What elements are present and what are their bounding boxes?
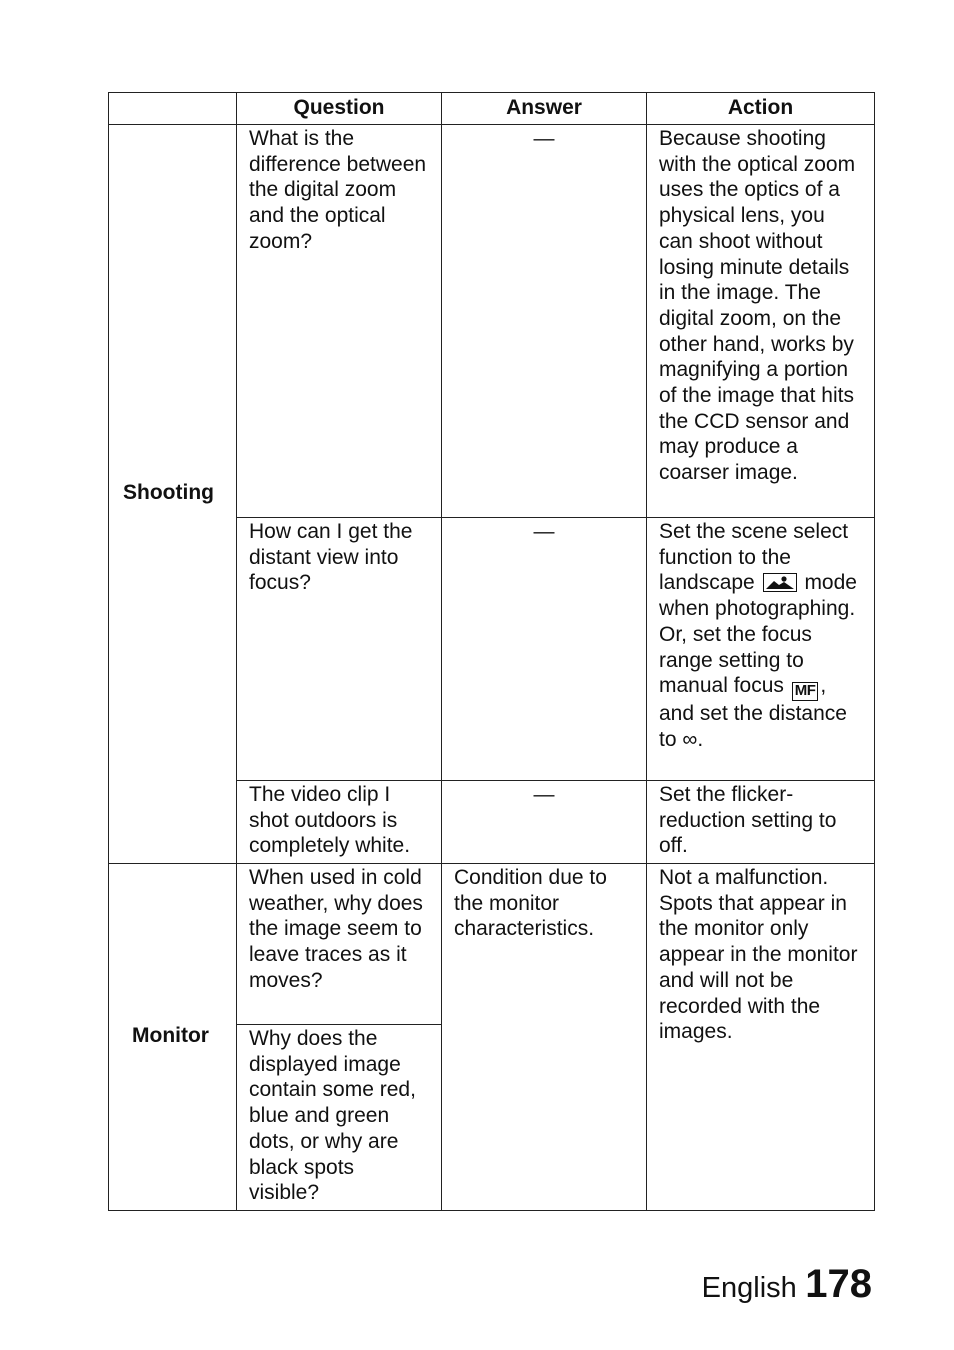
table-row <box>109 125 875 518</box>
action-text-part4: , and set the distance to ∞. <box>659 674 847 751</box>
landscape-mode-icon <box>763 573 797 592</box>
question-cell: When used in cold weather, why does the image seem to leave traces as it moves? <box>237 864 442 1025</box>
category-monitor: Monitor <box>109 864 237 1211</box>
answer-cell: — <box>442 781 647 864</box>
action-cell: Because shooting with the optical zoom uses the optics of a physical lens, you can shoot without losing minute details in the image. The digital zoom, on the other hand, works by magnifying a portion of the image that hits the CCD sensor and may produce a coarser image. <box>647 125 875 518</box>
header-question: Question <box>237 93 442 125</box>
question-cell: The video clip I shot outdoors is completely white. <box>237 781 442 864</box>
question-cell: Why does the displayed image contain some red, blue and green dots, or why are black spots visible? <box>237 1025 442 1211</box>
page-footer <box>702 1262 872 1307</box>
answer-cell: Condition due to the monitor characteristics. <box>442 864 647 1211</box>
action-cell <box>647 518 875 781</box>
action-cell: Set the flicker-reduction setting to off. <box>647 781 875 864</box>
page-number: 178 <box>805 1262 872 1306</box>
action-text-part1: Set the scene select function to the landscape <box>659 520 849 595</box>
question-cell: What is the difference between the digital zoom and the optical zoom? <box>237 125 442 518</box>
table-header-row <box>109 93 875 125</box>
table-row <box>109 864 875 1025</box>
header-answer: Answer <box>442 93 647 125</box>
manual-focus-icon: MF <box>792 682 819 701</box>
header-action: Action <box>647 93 875 125</box>
question-cell: How can I get the distant view into focus? <box>237 518 442 781</box>
action-text-part3: Or, set the focus range setting to manual focus <box>659 622 812 698</box>
action-text-part2: mode when photographing. <box>659 571 857 621</box>
footer-language: English <box>701 1272 797 1304</box>
header-category <box>109 93 237 125</box>
category-shooting: Shooting <box>109 125 237 864</box>
answer-cell: — <box>442 125 647 518</box>
answer-cell: — <box>442 518 647 781</box>
faq-table <box>108 92 875 1211</box>
action-cell: Not a malfunction. Spots that appear in the monitor only appear in the monitor and will not be recorded with the images. <box>647 864 875 1211</box>
